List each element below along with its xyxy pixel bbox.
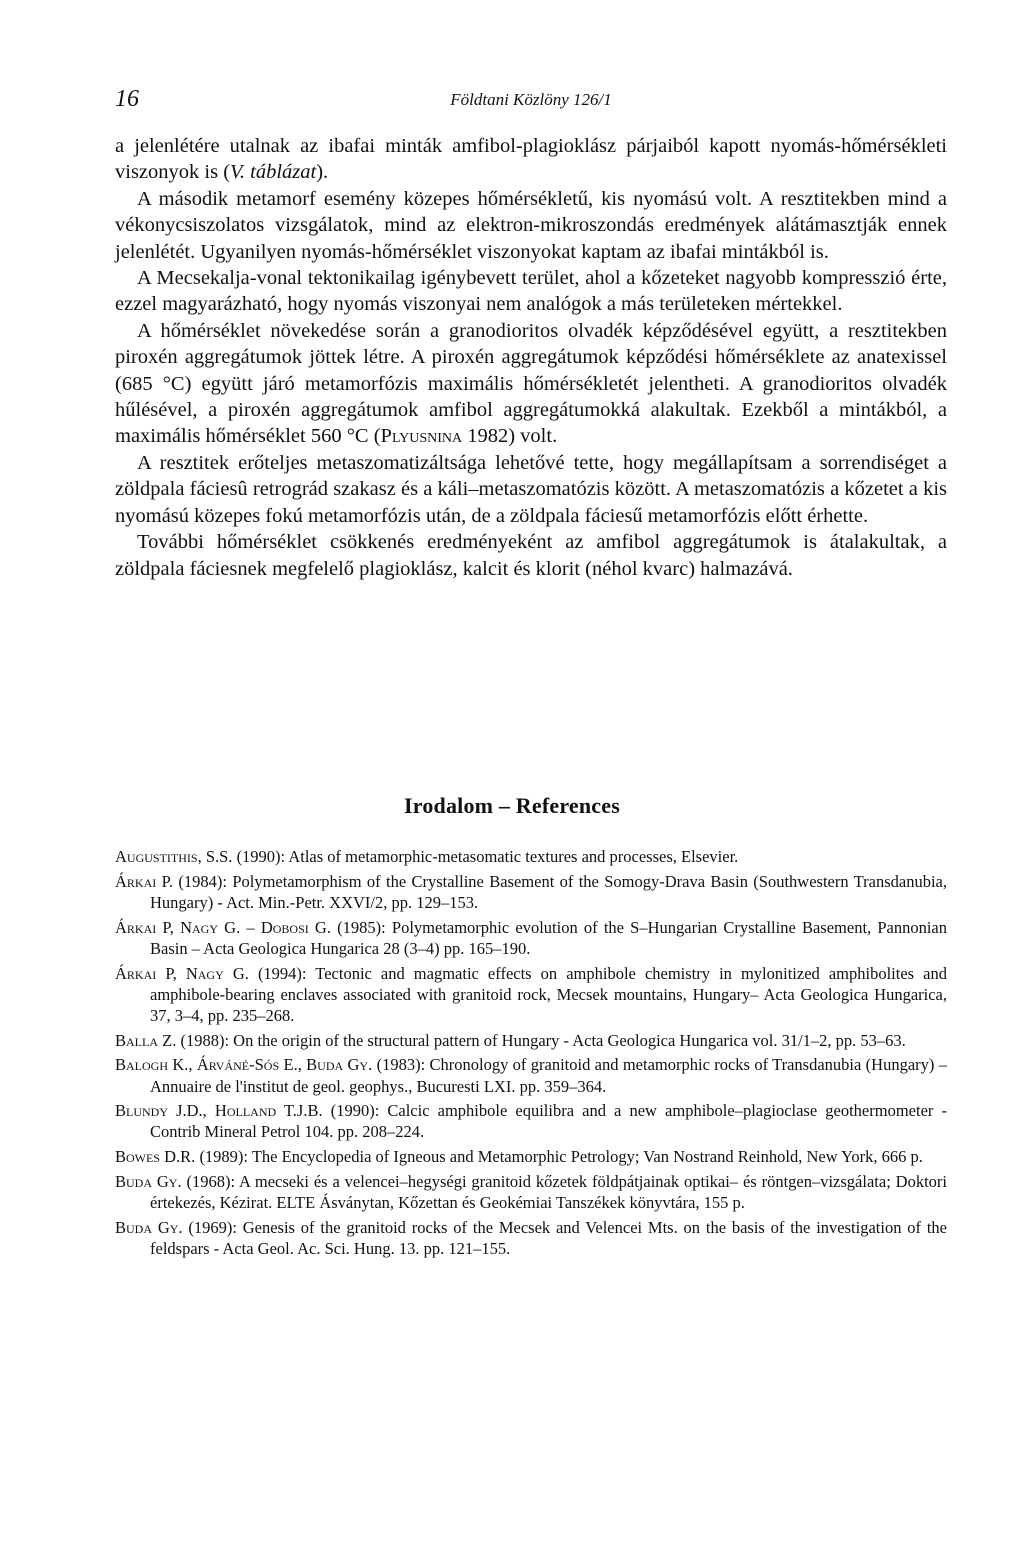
reference-authors: Árkai P, Nagy G. – Dobosi G. [115,917,331,937]
reference-item [115,846,947,867]
reference-details: (1985): Polymetamorphic evolution of the S–Hungarian Crystalline Basement, Pannonian Basin – Acta Geologica Hungarica 28 (3–4) pp. 165–190. [150,917,948,958]
reference-authors: Balogh K., Árváné-Sós E., Buda Gy. [115,1055,373,1075]
reference-details: (1984): Polymetamorphism of the Crystalline Basement of the Somogy-Drava Basin (Southwestern Transdanubia, Hungary) - Act. Min.-Petr. XXVI/2, pp. 129–153. [150,871,947,912]
reference-item [115,1100,947,1142]
reference-authors: Árkai P. [115,871,174,891]
paragraph: További hőmérséklet csökkenés eredményeként az amfibol aggregátumok is átalakultak, a zöldpala fáciesnek megfelelő plagioklász, kalcit és klorit (néhol kvarc) halmazává. [115,531,947,580]
reference-details: (1990): Calcic amphibole equilibra and a new amphibole–plagioclase geothermometer - Contrib Mineral Petrol 104. pp. 208–224. [150,1101,947,1142]
reference-item [115,917,947,959]
reference-item [115,871,947,913]
reference-authors: Blundy J.D., Holland T.J.B. [115,1101,323,1121]
reference-details: (1990): Atlas of metamorphic-metasomatic textures and processes, Elsevier. [232,847,739,866]
paragraph: A hőmérséklet növekedése során a granodioritos olvadék képződésével együtt, a resztitekben piroxén aggregátumok jöttek létre. A piroxén aggregátumok képződési hőmérséklete az anatexissel (685 °C) együtt járó metamorfózis maximális hőmérsékletét jelentheti. A granodioritos olvadék hűlésével, a piroxén aggregátumok amfibol aggregátumokká alakultak. Ezekből a mintákból, a maximális hőmérséklet 560 °C (Plyusnina 1982) volt. [115,319,947,448]
paragraph: A második metamorf esemény közepes hőmérsékletű, kis nyomású volt. A resztitekben mind a vékonycsiszolatos vizsgálatok, mind az elektron-mikroszondás eredmények alátámasztják ennek jelenlétét. Ugyanilyen nyomás-hőmérséklet viszonyokat kaptam az ibafai mintákból is. [115,187,947,263]
reference-authors: Buda Gy. [115,1171,182,1191]
reference-list [115,846,947,1263]
page-number: 16 [115,86,139,112]
reference-details: (1983): Chronology of granitoid and metamorphic rocks of Transdanubia (Hungary) – Annuaire de l'institut de geol. geophys., Bucuresti LXI. pp. 359–364. [150,1055,947,1096]
reference-details: (1988): On the origin of the structural pattern of Hungary - Acta Geologica Hungarica vol. 31/1–2, pp. 53–63. [176,1030,906,1050]
reference-item [115,1030,947,1051]
reference-details: (1969): Genesis of the granitoid rocks of the Mecsek and Velencei Mts. on the basis of the investigation of the feldspars - Acta Geol. Ac. Sci. Hung. 13. pp. 121–155. [150,1217,947,1258]
citation-author: Plyusnina [380,425,463,448]
running-header [115,86,947,116]
reference-item [115,1146,947,1167]
reference-authors: Buda Gy. [115,1217,183,1237]
table-reference: V. táblázat [230,161,317,184]
body-text [115,133,947,582]
paragraph: A resztitek erőteljes metaszomatizáltsága lehetővé tette, hogy megállapítsam a sorrendiséget a zöldpala fáciesû retrográd szakasz és a káli–metaszomatózis között. A metaszomatózis a kőzetet a kis nyomású közepes fokú metamorfózis után, de a zöldpala fáciesű metamorfózis előtt érhette. [115,451,947,527]
reference-item [115,1054,947,1096]
reference-item [115,1217,947,1259]
reference-details: (1968): A mecseki és a velencei–hegységi granitoid kőzetek földpátjainak optikai– és röntgen–vizsgálata; Doktori értekezés, Kézirat. ELTE Ásványtan, Kőzettan és Geokémiai Tanszékek könyvtára, 155 p. [150,1171,947,1213]
reference-details: (1989): The Encyclopedia of Igneous and Metamorphic Petrology; Van Nostrand Reinhold, New York, 666 p. [195,1147,923,1167]
paragraph: A Mecsekalja-vonal tektonikailag igénybevett terület, ahol a kőzeteket nagyobb kompresszió érte, ezzel magyarázható, hogy nyomás viszonyai nem analógok a más területeken mértekkel. [115,267,947,316]
reference-authors: Árkai P, Nagy G. [115,963,249,983]
reference-authors: Augustithis, S.S. [115,847,233,866]
journal-title: Földtani Közlöny 126/1 [450,90,612,109]
reference-authors: Balla Z. [115,1030,177,1050]
reference-authors: Bowes D.R. [115,1147,196,1167]
paragraph: a jelenlétére utalnak az ibafai minták amfibol-plagioklász párjaiból kapott nyomás-hőmérsékleti viszonyok is (V. táblázat). [115,135,947,184]
reference-item [115,1171,947,1213]
references-heading: Irodalom – References [403,793,620,818]
reference-item [115,963,947,1027]
reference-details: (1994): Tectonic and magmatic effects on amphibole chemistry in mylonitized amphibolites and amphibole-bearing enclaves associated with granitoid rock, Mecsek mountains, Hungary– Acta Geologica Hungarica, 37, 3–4, pp. 235–268. [150,963,947,1025]
